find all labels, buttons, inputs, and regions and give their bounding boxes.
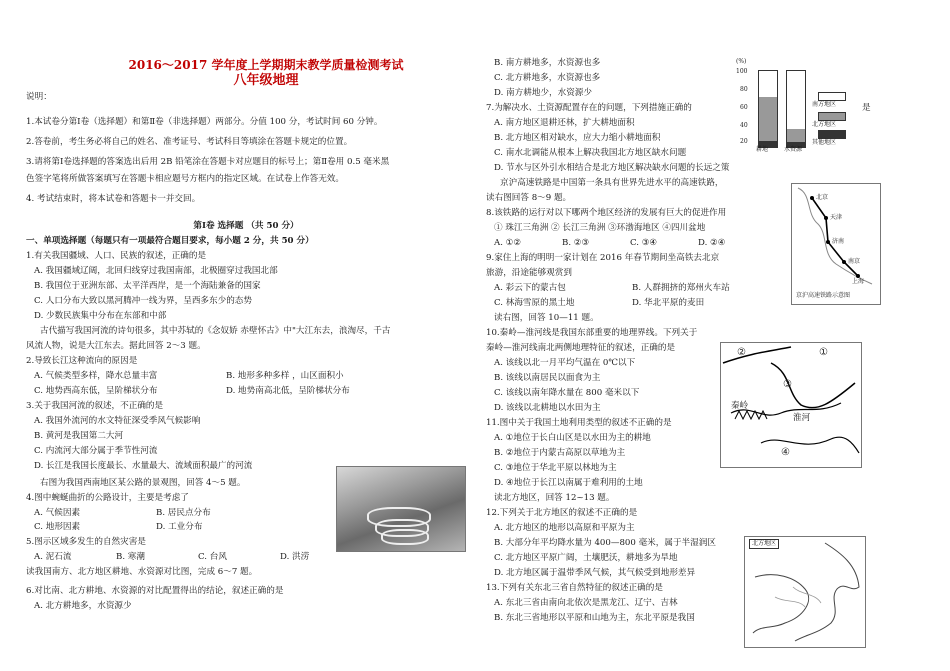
q12-option-d: D. 北方地区属于温带季风气候，其气候受到地形差异: [494, 568, 696, 578]
q12-option-b: B. 大部分年平均降水量为 400—800 毫米，属于半湿润区: [494, 538, 716, 548]
exam-title: 2016～2017 学年度上学期期末教学质量检测考试: [128, 58, 404, 72]
question-8: 8.该铁路的运行对以下哪两个地区经济的发展有巨大的促进作用: [486, 208, 727, 218]
question-6: 6.对比南、北方耕地、水资源的对比配置得出的结论，叙述正确的是: [26, 586, 284, 596]
q5-option-c: C. 台风: [198, 552, 227, 562]
q2-option-a: A. 气候类型多样，降水总量丰富: [34, 371, 158, 381]
question-13: 13.下列有关东北三省自然特征的叙述正确的是: [486, 583, 663, 593]
legend-north: 北方地区: [812, 121, 837, 128]
q10-option-a: A. 该线以北一月平均气温在 0℃以下: [494, 358, 636, 368]
section-title: 第Ⅰ卷 选择题 （共 50 分）: [193, 221, 299, 231]
q6-option-c: C. 北方耕地多，水资源也多: [494, 73, 601, 83]
map-marker-4: ④: [781, 447, 790, 458]
q6-option-a: A. 北方耕地多，水资源少: [34, 601, 132, 611]
q2-option-b: B. 地形多种多样 ，山区面积小: [226, 371, 344, 381]
q4-option-d: D. 工业分布: [156, 522, 203, 532]
passage-12-13: 读北方地区，回答 12~13 题。: [494, 493, 615, 503]
label-beijing: 北京: [816, 194, 829, 201]
q6-option-b: B. 南方耕地多，水资源也多: [494, 58, 601, 68]
category-water: 水资源: [784, 146, 803, 153]
q4-option-a: A. 气候因素: [34, 508, 81, 518]
bar-water: [786, 70, 806, 148]
map-marker-3: ③: [783, 379, 792, 390]
question-10: 10.秦岭—淮河线是我国东部重要的地理界线。下列关于: [486, 328, 698, 338]
q10-option-c: C. 该线以南年降水量在 800 毫米以下: [494, 388, 640, 398]
q8-option-d: D. ②④: [698, 238, 726, 248]
q4-option-b: B. 居民点分布: [156, 508, 211, 518]
label-jinan: 济南: [832, 238, 845, 245]
map-marker-2: ②: [737, 347, 746, 358]
q8-option-c: C. ③④: [630, 238, 658, 248]
q1-option-d: D. 少数民族集中分布在东部和中部: [34, 311, 167, 321]
label-huaihe: 淮河: [793, 413, 811, 423]
passage-8-9-cont: 读右图回答 8～9 题。: [486, 193, 572, 203]
question-2: 2.导致长江这种流向的原因是: [26, 356, 138, 366]
label-shanghai: 上海: [852, 278, 865, 285]
passage-10-11: 读右图，回答 10—11 题。: [494, 313, 599, 323]
q5-option-d: D. 洪涝: [280, 552, 310, 562]
passage-2-3: 古代描写我国河流的诗句很多，其中苏轼的《念奴娇 赤壁怀古》中"大江东去，浪淘尽，千古: [40, 326, 391, 336]
legend-other-swatch: [818, 130, 846, 139]
passage-6-7: 读我国南方、北方地区耕地、水资源对比图，完成 6～7 题。: [26, 567, 258, 577]
q8-choices: ① 珠江三角洲 ② 长江三角洲 ③环渤海地区 ④四川盆地: [494, 223, 706, 233]
map-marker-1: ①: [819, 347, 828, 358]
rail-map-caption: 京沪高速铁路示意图: [796, 292, 851, 299]
question-10-cont: 秦岭—淮河线南北两侧地理特征的叙述，正确的是: [486, 343, 676, 353]
north-map-title: 北方地区: [749, 539, 779, 549]
instruction-4: 4. 考试结束时，将本试卷和答题卡一并交回。: [26, 194, 201, 204]
q1-option-b: B. 我国位于亚洲东部、太平洋西岸，是一个海陆兼备的国家: [34, 281, 261, 291]
label-qinling: 秦岭: [731, 401, 749, 411]
q7-option-b: B. 北方地区相对缺水，应大力缩小耕地面积: [494, 133, 661, 143]
q8-option-b: B. ②③: [562, 238, 590, 248]
tick-60: 60: [740, 104, 748, 111]
q5-option-b: B. 寒潮: [116, 552, 145, 562]
farmland-water-chart: [736, 58, 856, 154]
north-region-map: [744, 536, 866, 648]
question-9: 9.家住上海的明明一家计划在 2016 年春节期间坐高铁去北京: [486, 253, 720, 263]
q1-option-a: A. 我国疆域辽阔，北回归线穿过我国南部，北极圈穿过我国北部: [34, 266, 278, 276]
question-9-cont: 旅游，沿途能够观赏到: [486, 268, 572, 278]
q13-option-b: B. 东北三省地形以平原和山地为主，东北平原是我国: [494, 613, 695, 623]
question-3: 3.关于我国河流的叙述，不正确的是: [26, 401, 164, 411]
q11-option-b: B. ②地位于内蒙古高原以草地为主: [494, 448, 626, 458]
q3-option-b: B. 黄河是我国第二大河: [34, 431, 124, 441]
instruction-2: 2.答卷前，考生务必将自己的姓名、准考证号、考试科目等填涂在答题卡规定的位置。: [26, 137, 353, 147]
q12-option-c: C. 北方地区平原广阔，土壤肥沃，耕地多为旱地: [494, 553, 678, 563]
exam-subtitle: 八年级地理: [233, 73, 299, 88]
q9-option-b: B. 人群拥挤的郑州火车站: [632, 283, 730, 293]
q11-option-c: C. ③地位于华北平原以林地为主: [494, 463, 617, 473]
north-map-drawing: [745, 537, 865, 647]
tick-100: 100: [736, 68, 748, 75]
question-4: 4.图中蜿蜒曲折的公路设计，主要是考虑了: [26, 493, 189, 503]
passage-4-5: 右图为我国西南地区某公路的景观图，回答 4～5 题。: [40, 478, 246, 488]
tick-40: 40: [740, 122, 748, 129]
q10-option-d: D. 该线以北耕地以水田为主: [494, 403, 601, 413]
q3-option-a: A. 我国外流河的水文特征深受季风气候影响: [34, 416, 201, 426]
tick-80: 80: [740, 86, 748, 93]
legend-other: 其他地区: [812, 139, 837, 146]
legend-south: 南方地区: [812, 101, 837, 108]
mountain-road-photo: [336, 466, 466, 552]
tick-20: 20: [740, 138, 748, 145]
q8-option-a: A. ①②: [494, 238, 522, 248]
question-11: 11.图中关于我国土地利用类型的叙述不正确的是: [486, 418, 672, 428]
q9-option-d: D. 华北平原的麦田: [632, 298, 705, 308]
chart-unit: (%): [736, 58, 747, 65]
question-5: 5.图示区域多发生的自然灾害是: [26, 537, 146, 547]
q2-option-d: D. 地势南高北低，呈阶梯状分布: [226, 386, 350, 396]
q10-option-b: B. 该线以南居民以面食为主: [494, 373, 601, 383]
instruction-1: 1.本试卷分第Ⅰ卷（选择题）和第Ⅱ卷（非选择题）两部分。分值 100 分，考试时间 60 分钟。: [26, 117, 383, 127]
legend-south-swatch: [818, 92, 846, 101]
passage-8-9: 京沪高速铁路是中国第一条具有世界先进水平的高速铁路，: [500, 178, 724, 188]
q6-option-d: D. 南方耕地少，水资源少: [494, 88, 592, 98]
q2-option-c: C. 地势西高东低，呈阶梯状分布: [34, 386, 158, 396]
q11-option-d: D. ④地位于长江以南属于难利用的土地: [494, 478, 643, 488]
question-12: 12.下列关于北方地区的叙述不正确的是: [486, 508, 638, 518]
instructions-heading: 说明：: [26, 92, 52, 102]
question-7-tail: 是: [862, 103, 871, 113]
q9-option-a: A. 彩云下的蒙古包: [494, 283, 566, 293]
instruction-3: 3.请将第Ⅰ卷选择题的答案选出后用 2B 铅笔涂在答题卡对应题目的标号上；第Ⅱ卷用 0.5 毫米黑: [26, 157, 390, 167]
q5-option-a: A. 泥石流: [34, 552, 72, 562]
label-nanjing: 南京: [848, 258, 861, 265]
qinling-huaihe-map: [720, 342, 862, 468]
instruction-3b: 色签字笔将所做答案填写在答题卡相应题号方框内的指定区域。在试卷上作答无效。: [26, 174, 344, 184]
q7-option-c: C. 南水北调能从根本上解决我国北方地区缺水问题: [494, 148, 687, 158]
legend-north-swatch: [818, 112, 846, 121]
q7-option-a: A. 南方地区退耕还林，扩大耕地面积: [494, 118, 635, 128]
q11-option-a: A. ①地位于长白山区是以水田为主的耕地: [494, 433, 651, 443]
label-tianjin: 天津: [830, 214, 843, 221]
q3-option-d: D. 长江是我国长度最长、水量最大、流域面积最广的河流: [34, 461, 253, 471]
q13-option-a: A. 东北三省由南向北依次是黑龙江、辽宁、吉林: [494, 598, 678, 608]
q9-option-c: C. 林海雪原的黑土地: [494, 298, 575, 308]
question-7: 7.为解决水、土资源配置存在的问题，下列措施正确的: [486, 103, 692, 113]
q4-option-c: C. 地形因素: [34, 522, 81, 532]
q12-option-a: A. 北方地区的地形以高原和平原为主: [494, 523, 635, 533]
passage-2-3-cont: 风流人物，说是大江东去。据此回答 2～3 题。: [26, 341, 206, 351]
q3-option-c: C. 内流河大部分属于季节性河流: [34, 446, 158, 456]
rail-map: [791, 183, 881, 305]
bar-farmland: [758, 70, 778, 148]
part-one-heading: 一、单项选择题（每题只有一项最符合题目要求，每小题 2 分，共 50 分）: [26, 236, 314, 246]
q1-option-c: C. 人口分布大致以黑河腾冲一线为界，呈西多东少的态势: [34, 296, 252, 306]
category-farmland: 耕地: [756, 146, 769, 153]
question-1: 1.有关我国疆域、人口、民族的叙述，正确的是: [26, 251, 207, 261]
q7-option-d: D. 节水与区外引水相结合是北方地区解决缺水问题的长远之策: [494, 163, 730, 173]
